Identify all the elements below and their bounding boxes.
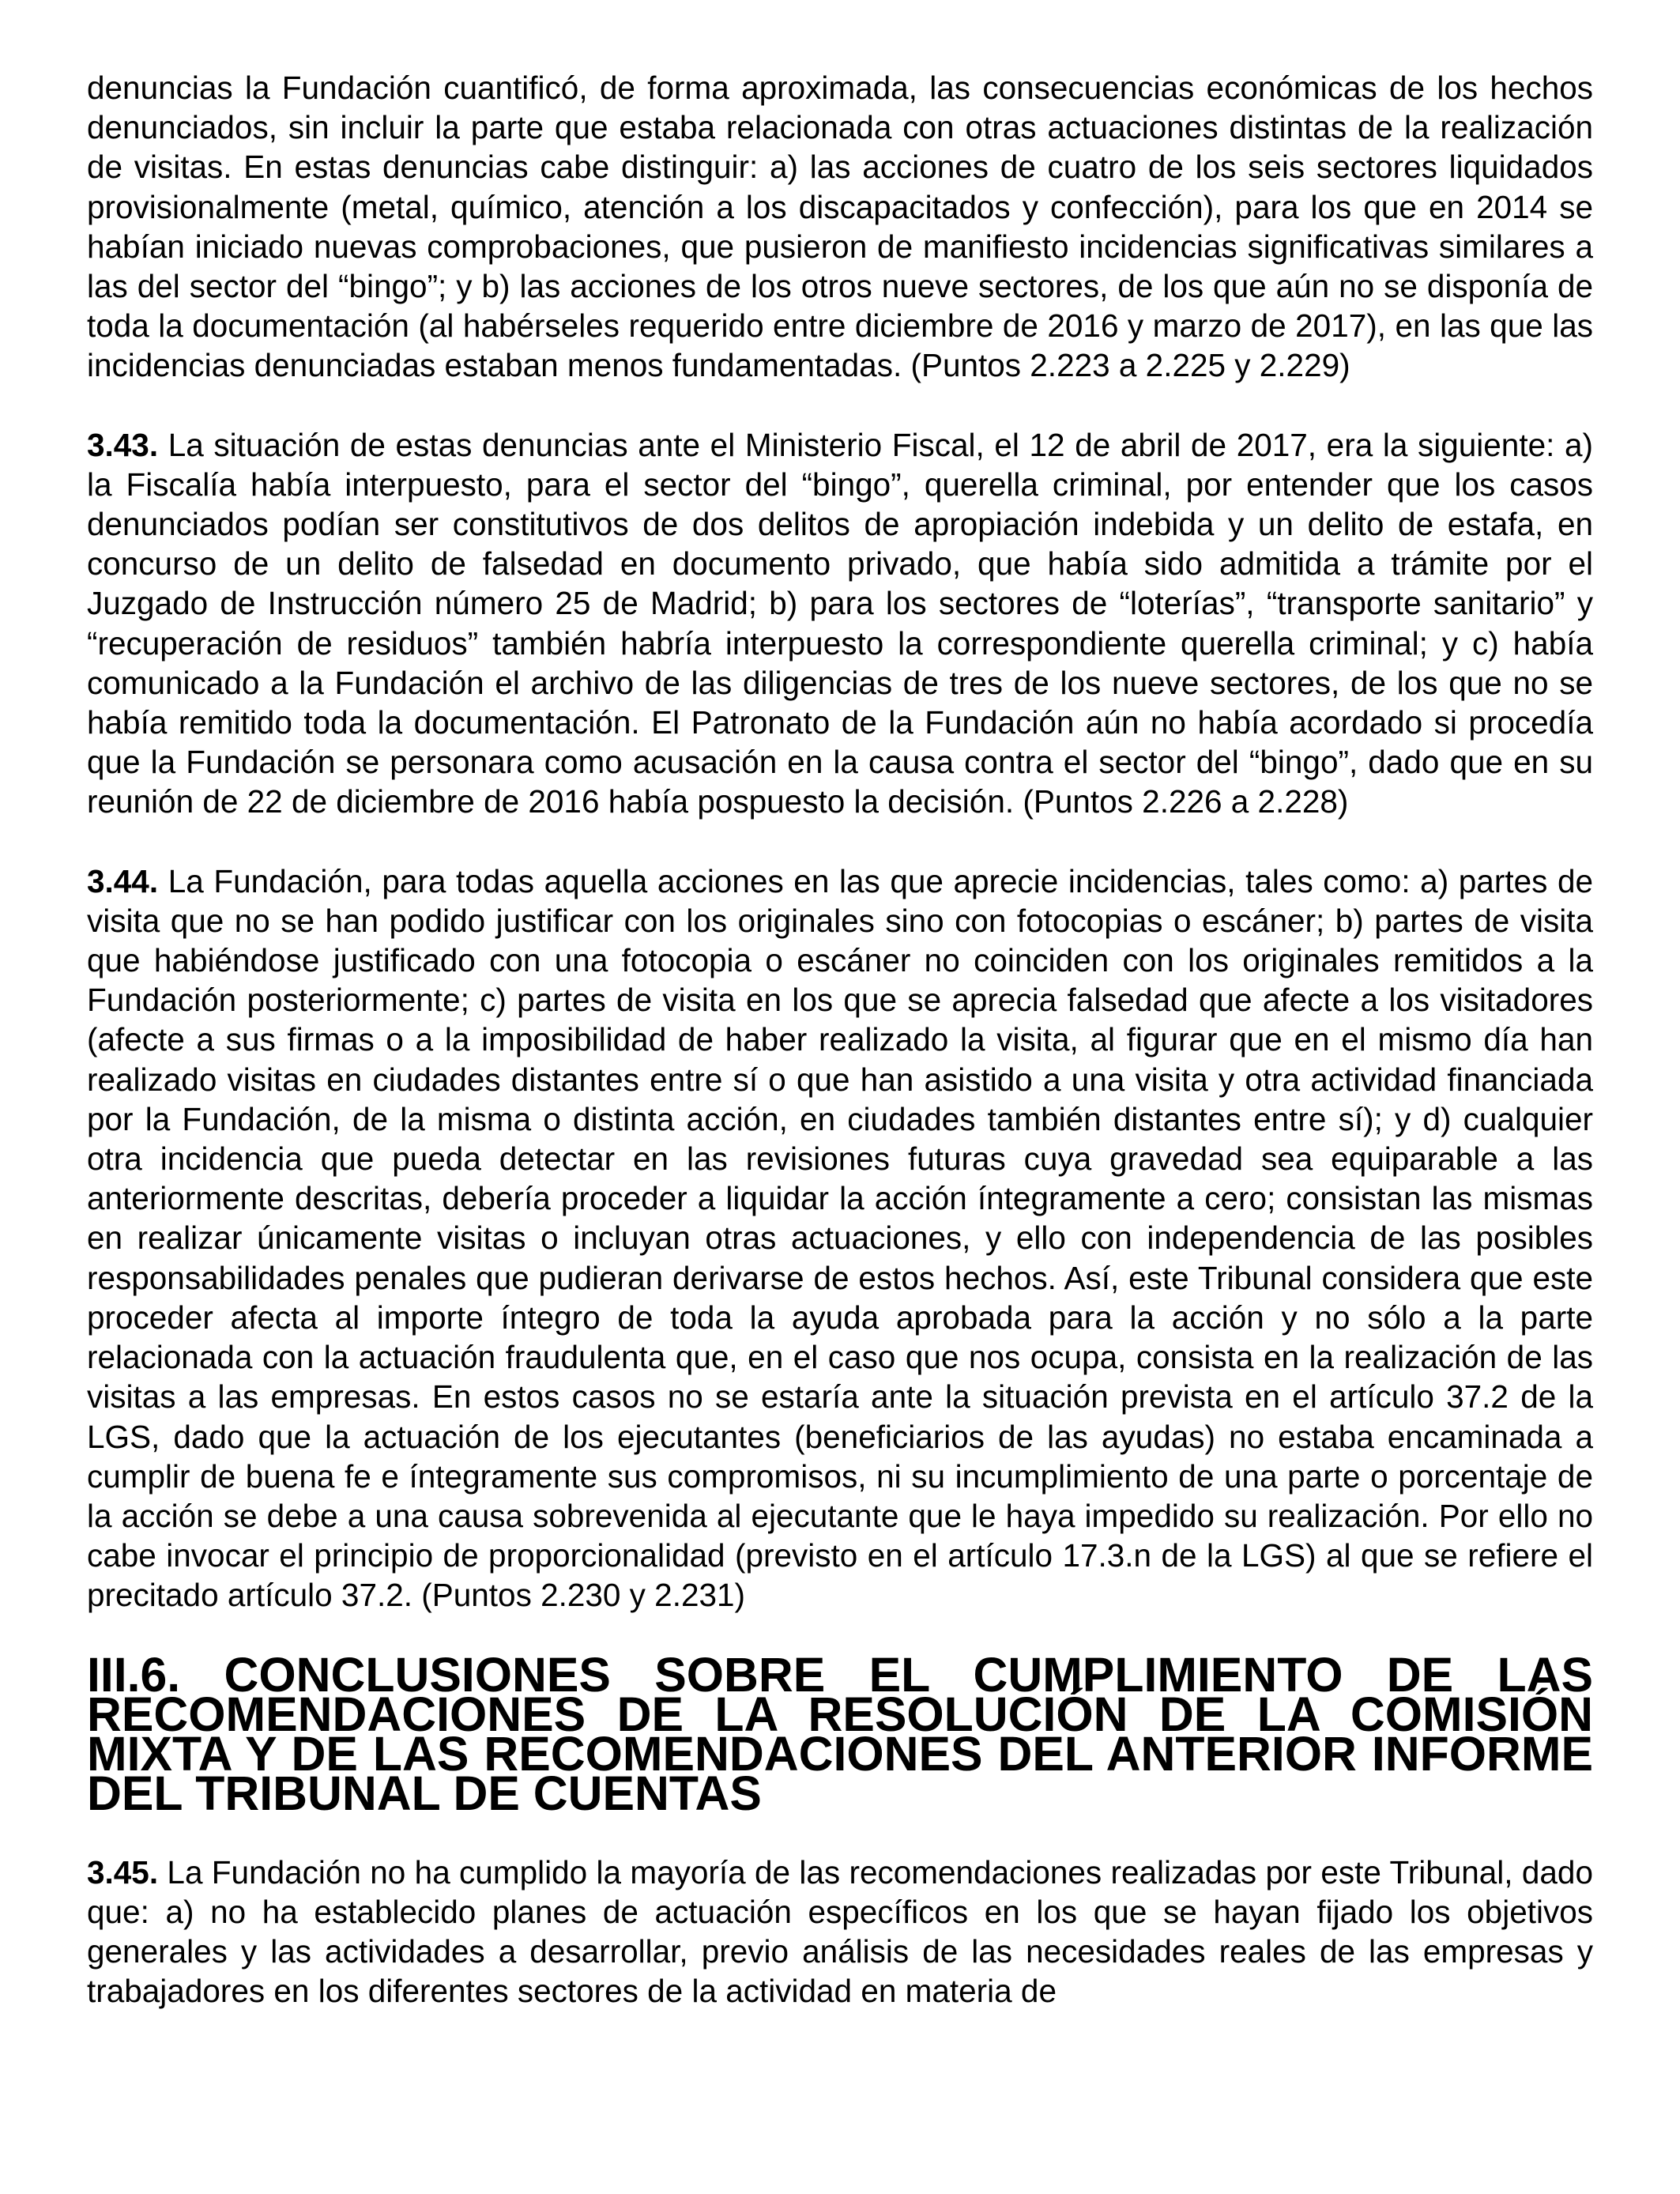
paragraph-3-45 <box>87 1853 1593 2011</box>
section-heading: III.6. CONCLUSIONES SOBRE EL CUMPLIMIENTO DE LAS RECOMENDACIONES DE LA RESOLUCIÓN DE LA COMISIÓN MIXTA Y DE LAS RECOMENDACIONES DEL ANTERIOR INFORME DEL TRIBUNAL DE CUENTAS <box>87 1647 1593 1820</box>
document-page <box>87 68 1593 2050</box>
paragraph-text: denuncias la Fundación cuantificó, de forma aproximada, las consecuencias económicas de los hechos denunciados, sin incluir la parte que estaba relacionada con otras actuaciones distintas de la realización de visitas. En estas denuncias cabe distinguir: a) las acciones de cuatro de los seis sectores liquidados provisionalmente (metal, químico, atención a los discapacitados y confección), para los que en 2014 se habían iniciado nuevas comprobaciones, que pusieron de manifiesto incidencias significativas similares a las del sector del “bingo”; y b) las acciones de los otros nueve sectores, de los que aún no se disponía de toda la documentación (al habérseles requerido entre diciembre de 2016 y marzo de 2017), en las que las incidencias denunciadas estaban menos fundamentadas. (Puntos 2.223 a 2.225 y 2.229) <box>87 70 1593 384</box>
paragraph-continuation <box>87 68 1593 386</box>
paragraph-text: La situación de estas denuncias ante el Ministerio Fiscal, el 12 de abril de 2017, era la siguiente: a) la Fiscalía había interpuesto, para el sector del “bingo”, querella criminal, por entender que los casos denunciados podían ser constitutivos de dos delitos de apropiación indebida y un delito de estafa, en concurso de un delito de falsedad en documento privado, que había sido admitida a trámite por el Juzgado de Instrucción número 25 de Madrid; b) para los sectores de “loterías”, “transporte sanitario” y “recuperación de residuos” también habría interpuesto la correspondiente querella criminal; y c) había comunicado a la Fundación el archivo de las diligencias de tres de los nueve sectores, de los que no se había remitido toda la documentación. El Patronato de la Fundación aún no había acordado si procedía que la Fundación se personara como acusación en la causa contra el sector del “bingo”, dado que en su reunión de 22 de diciembre de 2016 había pospuesto la decisión. (Puntos 2.226 a 2.228) <box>87 426 1593 820</box>
paragraph-number: 3.44. <box>87 862 159 899</box>
paragraph-3-43 <box>87 425 1593 822</box>
paragraph-number: 3.43. <box>87 426 159 463</box>
paragraph-number: 3.45. <box>87 1853 159 1891</box>
paragraph-text: La Fundación no ha cumplido la mayoría de las recomendaciones realizadas por este Tribunal, dado que: a) no ha establecido planes de actuación específicos en los que se hayan fijado los objetivos generales y las actividades a desarrollar, previo análisis de las necesidades reales de las empresas y trabajadores en los diferentes sectores de la actividad en materia de <box>87 1853 1593 2010</box>
paragraph-text: La Fundación, para todas aquella acciones en las que aprecie incidencias, tales como: a) partes de visita que no se han podido justificar con los originales sino con fotocopias o escáner; b) partes de visita que habiéndose justificado con una fotocopia o escáner no coinciden con los originales remitidos a la Fundación posteriormente; c) partes de visita en los que se aprecia falsedad que afecte a los visitadores (afecte a sus firmas o a la imposibilidad de haber realizado la visita, al figurar que en el mismo día han realizado visitas en ciudades distantes entre sí o que han asistido a una visita y otra actividad financiada por la Fundación, de la misma o distinta acción, en ciudades también distantes entre sí); y d) cualquier otra incidencia que pueda detectar en las revisiones futuras cuya gravedad sea equiparable a las anteriormente descritas, debería proceder a liquidar la acción íntegramente a cero; consistan las mismas en realizar únicamente visitas o incluyan otras actuaciones, y ello con independencia de las posibles responsabilidades penales que pudieran derivarse de estos hechos. Así, este Tribunal considera que este proceder afecta al importe íntegro de toda la ayuda aprobada para la acción y no sólo a la parte relacionada con la actuación fraudulenta que, en el caso que nos ocupa, consista en la realización de las visitas a las empresas. En estos casos no se estaría ante la situación prevista en el artículo 37.2 de la LGS, dado que la actuación de los ejecutantes (beneficiarios de las ayudas) no estaba encaminada a cumplir de buena fe e íntegramente sus compromisos, ni su incumplimiento de una parte o porcentaje de la acción se debe a una causa sobrevenida al ejecutante que le haya impedido su realización. Por ello no cabe invocar el principio de proporcionalidad (previsto en el artículo 17.3.n de la LGS) al que se refiere el precitado artículo 37.2. (Puntos 2.230 y 2.231) <box>87 862 1593 1614</box>
paragraph-3-44 <box>87 861 1593 1615</box>
